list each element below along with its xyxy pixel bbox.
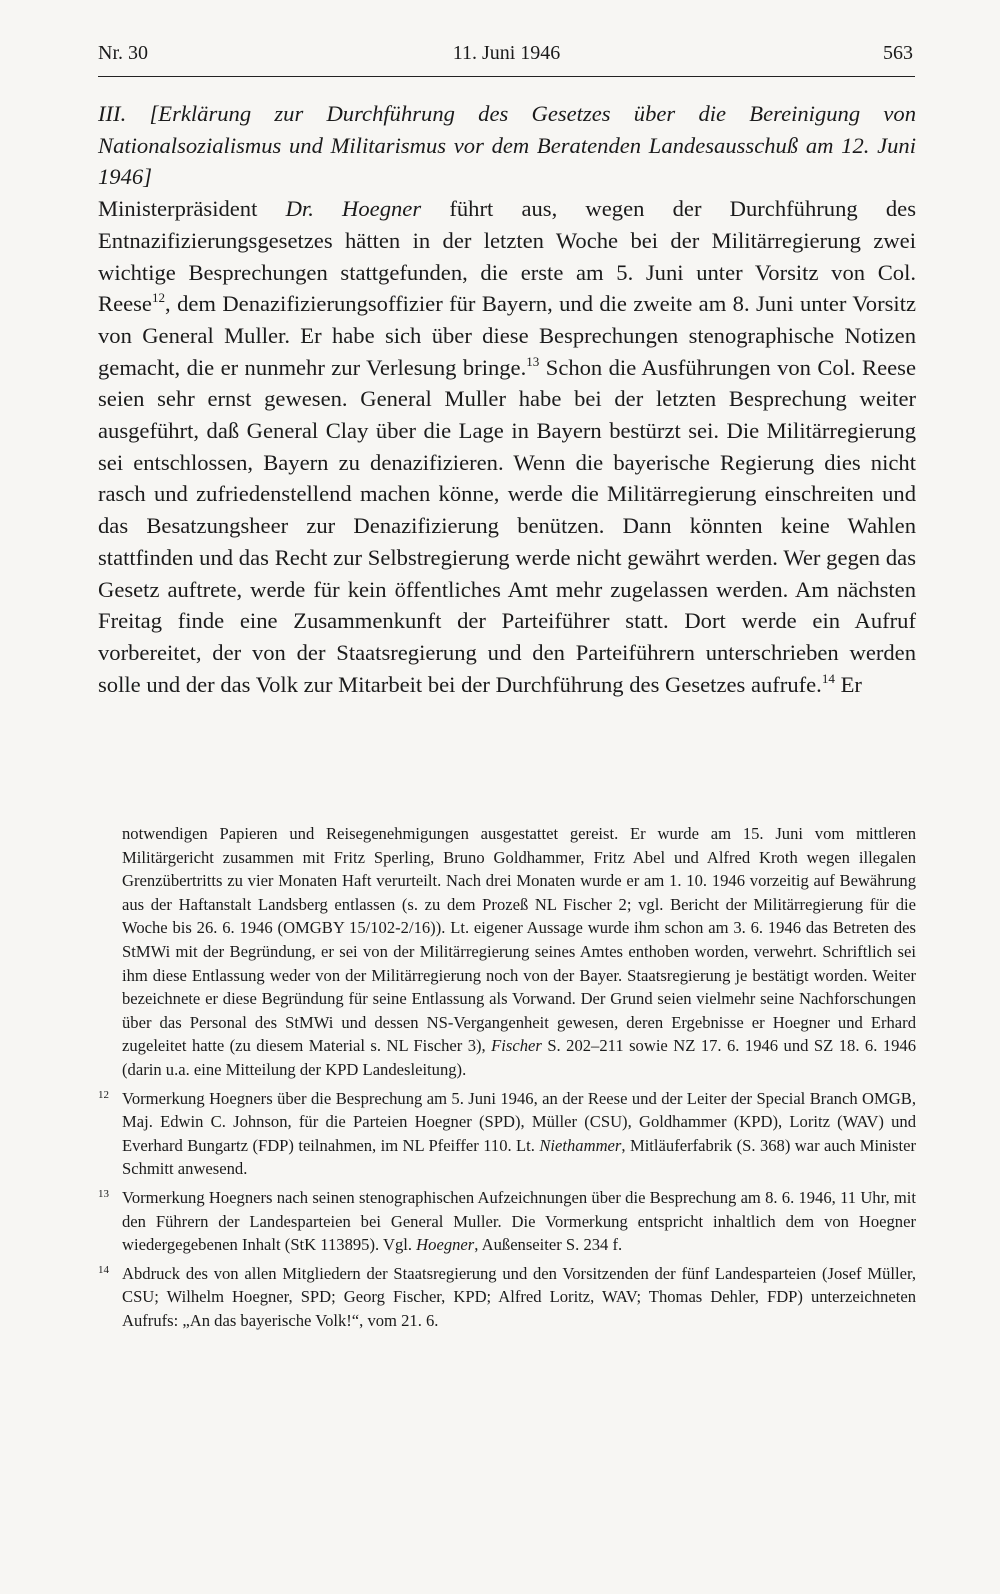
body-text: führt aus, wegen der Durchführung des Entnazifizierungsgesetzes hätten in der letzten Woche bei der Militärregierung zwei wichtige Besprechungen stattgefunden, die erste am 5. Juni unter Vorsitz von Col. Reese xyxy=(98,196,916,317)
footnote-author: Niethammer xyxy=(539,1135,622,1155)
footnote-number: 14 xyxy=(98,1263,109,1276)
body-text: , dem Denazifizierungsoffizier für Bayern, und die zweite am 8. Juni unter Vorsitz von General Muller. Er habe sich über diese Besprechungen stenographische Notizen gemacht, die er nunmehr zur Verlesung bringe. xyxy=(98,291,916,380)
body-paragraph xyxy=(98,193,916,700)
body-text: Schon die Ausführungen von Col. Reese seien sehr ernst gewesen. General Muller habe bei der letzten Besprechung weiter ausgeführt, daß General Clay über die Lage in Bayern bestürzt sei. Die Militärregierung sei entschlossen, Bayern zu denazifizieren. Wenn die bayerische Regierung dies nicht rasch und zufriedenstellend machen könne, werde die Militärregierung einschreiten und das Besatzungsheer zur Denazifizierung benützen. Dann könnten keine Wahlen stattfinden und das Recht zur Selbstregierung werde nicht gewährt werden. Wer gegen das Gesetz auftrete, werde für kein öffentliches Amt mehr zugelassen werden. Am nächsten Freitag finde eine Zusammenkunft der Parteiführer statt. Dort werde ein Aufruf vorbereitet, der von der Staatsregierung und den Parteiführern unterschrieben werden solle und der das Volk zur Mitarbeit bei der Durchführung des Gesetzes aufrufe. xyxy=(98,354,917,697)
footnote-13 xyxy=(98,1186,916,1257)
body-text: Er xyxy=(834,671,862,697)
footnote-14 xyxy=(98,1262,916,1333)
page-number: 563 xyxy=(883,42,913,64)
footnote-number: 12 xyxy=(98,1088,109,1101)
footnote-text: Vormerkung Hoegners nach seinen stenographischen Aufzeichnungen über die Besprechung am 8. 6. 1946, 11 Uhr, mit den Führern der Landesparteien bei General Muller. Die Vormerkung entspricht inhaltlich dem von Hoegner wiedergegebenen Inhalt (StK 113895). Vgl. xyxy=(122,1187,916,1255)
running-header xyxy=(98,40,915,77)
footnote-text: Vormerkung Hoegners über die Besprechung am 5. Juni 1946, an der Reese und der Leiter der Special Branch OMGB, Maj. Edwin C. Johnson, für die Parteien Hoegner (SPD), Müller (CSU), Goldhammer (KPD), Loritz (WAV) und Everhard Bungartz (FDP) teilnahmen, im NL Pfeiffer 110. Lt. xyxy=(122,1088,916,1155)
header-date: 11. Juni 1946 xyxy=(452,42,561,64)
section-title-text: [Erklärung zur Durchführung des Gesetzes über die Bereinigung von Nationalsozialismus und Militarismus vor dem Beratenden Landesausschuß am 12. Juni 1946] xyxy=(98,101,916,190)
footnote-ref-14[interactable]: 14 xyxy=(821,670,835,686)
footnote-text: , Mitläuferfabrik (S. 368) war auch Minister Schmitt anwesend. xyxy=(122,1135,916,1179)
section-number: III. xyxy=(98,101,127,126)
speaker-name: Dr. Hoegner xyxy=(285,196,422,222)
main-text xyxy=(98,98,916,700)
footnote-text: S. 202–211 sowie NZ 17. 6. 1946 und SZ 18. 6. 1946 (darin u.a. eine Mitteilung der KPD Landesleitung). xyxy=(122,1036,917,1079)
section-title xyxy=(98,98,916,193)
issue-number: Nr. 30 xyxy=(98,42,148,64)
footnote-12 xyxy=(98,1087,916,1181)
footnote-text: , Außenseiter S. 234 f. xyxy=(474,1235,623,1255)
footnote-ref-13[interactable]: 13 xyxy=(526,353,540,369)
footnote-ref-12[interactable]: 12 xyxy=(151,290,166,306)
footnotes xyxy=(98,822,916,1337)
footnote-continuation xyxy=(98,822,916,1082)
footnote-text: Abdruck des von allen Mitgliedern der Staatsregierung und den Vorsitzenden der fünf Landesparteien (Josef Müller, CSU; Wilhelm Hoegner, SPD; Georg Fischer, KPD; Alfred Loritz, WAV; Thomas Dehler, FDP) unterzeichneten Aufrufs: „An das bayerische Volk!“, vom 21. 6. xyxy=(122,1263,916,1330)
body-text: Ministerpräsident xyxy=(98,196,286,222)
footnote-author: Fischer xyxy=(491,1036,542,1056)
footnote-number: 13 xyxy=(98,1187,109,1200)
footnote-text: notwendigen Papieren und Reisegenehmigungen ausgestattet gereist. Er wurde am 15. Juni vom mittleren Militärgericht zusammen mit Fritz Sperling, Bruno Goldhammer, Fritz Abel und Alfred Kroth wegen illegalen Grenzübertritts zu vier Monaten Haft verurteilt. Nach drei Monaten wurde er am 1. 10. 1946 vorzeitig auf Bewährung aus der Haftanstalt Landsberg entlassen (s. zu dem Prozeß NL Fischer 2; vgl. Bericht der Militärregierung für die Woche bis 26. 6. 1946 (OMGBY 15/102-2/16)). Lt. eigener Aussage wurde ihm schon am 3. 6. 1946 das Betreten des StMWi mit der Begründung, er sei von der Militärregierung seines Amtes enthoben worden, verwehrt. Schriftlich sei ihm diese Entlassung weder von der Militärregierung noch von der Bayer. Staatsregierung je bestätigt worden. Weiter bezeichnete er diese Begründung für seine Entlassung als Vorwand. Der Grund seien vielmehr seine Nachforschungen über das Personal des StMWi und dessen NS-Vergangenheit gewesen, deren Ergebnisse er Hoegner und Erhard zugeleitet hatte (zu diesem Material s. NL Fischer 3), xyxy=(122,824,916,1056)
footnote-author: Hoegner xyxy=(416,1235,475,1255)
